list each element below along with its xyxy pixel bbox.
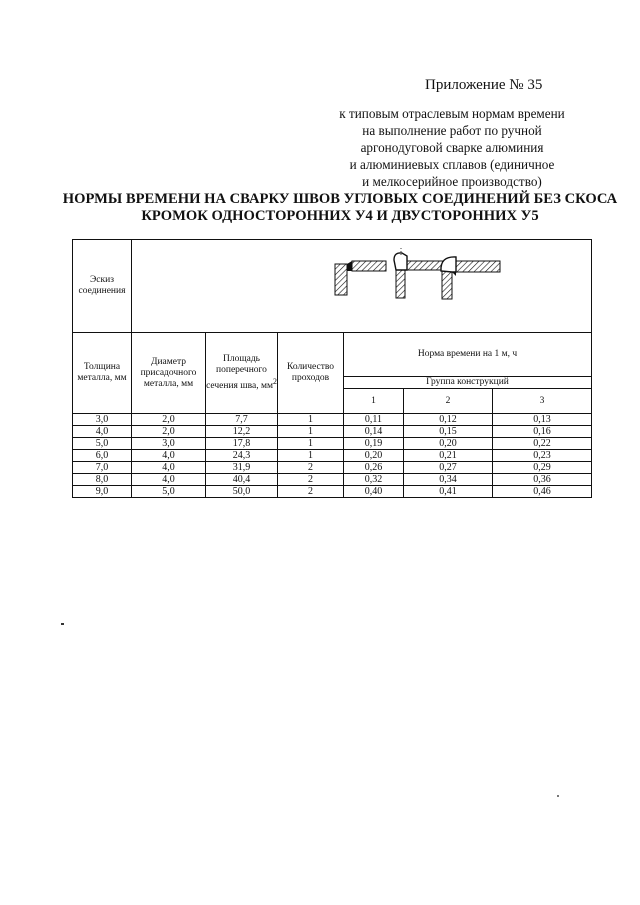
weld-joint-sketch-icon bbox=[132, 240, 591, 332]
table-row bbox=[73, 486, 592, 498]
table-cell: 5,0 bbox=[132, 486, 206, 498]
table-cell: 2 bbox=[278, 462, 344, 474]
table-row bbox=[73, 474, 592, 486]
table-cell: 2,0 bbox=[132, 426, 206, 438]
joint-sketch bbox=[132, 240, 592, 333]
table-cell: 4,0 bbox=[132, 462, 206, 474]
table-cell: 5,0 bbox=[73, 438, 132, 450]
area-header-superscript: 2 bbox=[272, 376, 277, 386]
table-cell: 1 bbox=[278, 450, 344, 462]
table-cell: 0,13 bbox=[493, 414, 592, 426]
table-cell: 0,12 bbox=[404, 414, 493, 426]
table-cell: 2 bbox=[278, 486, 344, 498]
table-row bbox=[73, 450, 592, 462]
area-header-text: Площадь поперечного сечения шва, мм bbox=[206, 353, 273, 392]
table-cell: 0,36 bbox=[493, 474, 592, 486]
table-cell: 0,20 bbox=[404, 438, 493, 450]
sketch-label: Эскиз соединения bbox=[73, 240, 132, 333]
appendix-reference-line: к типовым отраслевым нормам времени bbox=[339, 106, 565, 121]
table-cell: 0,26 bbox=[344, 462, 404, 474]
table-body bbox=[73, 414, 592, 498]
table-cell: 0,19 bbox=[344, 438, 404, 450]
table-cell: 0,11 bbox=[344, 414, 404, 426]
appendix-reference bbox=[302, 105, 602, 190]
table-cell: 0,41 bbox=[404, 486, 493, 498]
table-row bbox=[73, 462, 592, 474]
group-3-header: 3 bbox=[493, 389, 592, 414]
table-cell: 4,0 bbox=[73, 426, 132, 438]
appendix-reference-line: на выполнение работ по ручной bbox=[362, 123, 542, 138]
table-cell: 4,0 bbox=[132, 450, 206, 462]
scan-mark bbox=[61, 623, 64, 625]
table-cell: 4,0 bbox=[132, 474, 206, 486]
table-cell: 0,27 bbox=[404, 462, 493, 474]
table-cell: 9,0 bbox=[73, 486, 132, 498]
table-cell: 0,20 bbox=[344, 450, 404, 462]
table-cell: 1 bbox=[278, 414, 344, 426]
table-cell: 1 bbox=[278, 438, 344, 450]
table-row bbox=[73, 438, 592, 450]
table-cell: 6,0 bbox=[73, 450, 132, 462]
table-cell: 31,9 bbox=[206, 462, 278, 474]
table-row bbox=[73, 426, 592, 438]
table-cell: 40,4 bbox=[206, 474, 278, 486]
table-cell: 17,8 bbox=[206, 438, 278, 450]
table-cell: 7,0 bbox=[73, 462, 132, 474]
appendix-reference-line: и алюминиевых сплавов (единичное bbox=[349, 157, 555, 172]
time-norms-table bbox=[72, 239, 592, 498]
table-cell: 7,7 bbox=[206, 414, 278, 426]
table-cell: 0,40 bbox=[344, 486, 404, 498]
table-cell: 12,2 bbox=[206, 426, 278, 438]
scan-mark bbox=[557, 795, 559, 797]
thickness-header: Толщина металла, мм bbox=[73, 333, 132, 414]
passes-header: Количество проходов bbox=[278, 333, 344, 414]
table-cell: 0,16 bbox=[493, 426, 592, 438]
table-row bbox=[73, 414, 592, 426]
table-cell: 3,0 bbox=[132, 438, 206, 450]
document-title-line-1: НОРМЫ ВРЕМЕНИ НА СВАРКУ ШВОВ УГЛОВЫХ СОЕДИНЕНИЙ БЕЗ СКОСА bbox=[62, 191, 618, 207]
table-cell: 8,0 bbox=[73, 474, 132, 486]
table-cell: 0,46 bbox=[493, 486, 592, 498]
diameter-header: Диаметр присадочного металла, мм bbox=[132, 333, 206, 414]
group-header: Группа конструкций bbox=[344, 377, 592, 389]
appendix-reference-line: и мелкосерийное производство) bbox=[362, 174, 542, 189]
norm-header: Норма времени на 1 м, ч bbox=[344, 333, 592, 377]
table-cell: 2 bbox=[278, 474, 344, 486]
table-cell: 2,0 bbox=[132, 414, 206, 426]
group-1-header: 1 bbox=[344, 389, 404, 414]
table-cell: 0,21 bbox=[404, 450, 493, 462]
area-header bbox=[206, 333, 278, 414]
group-2-header: 2 bbox=[404, 389, 493, 414]
table-cell: 1 bbox=[278, 426, 344, 438]
table-cell: 24,3 bbox=[206, 450, 278, 462]
table-cell: 0,32 bbox=[344, 474, 404, 486]
table-cell: 50,0 bbox=[206, 486, 278, 498]
document-title-line-2: КРОМОК ОДНОСТОРОННИХ У4 И ДВУСТОРОННИХ У5 bbox=[141, 208, 539, 224]
table-cell: 0,14 bbox=[344, 426, 404, 438]
document-title bbox=[60, 191, 620, 225]
table-cell: 0,23 bbox=[493, 450, 592, 462]
appendix-number: Приложение № 35 bbox=[425, 77, 543, 93]
table-cell: 0,22 bbox=[493, 438, 592, 450]
table-cell: 0,34 bbox=[404, 474, 493, 486]
table-cell: 3,0 bbox=[73, 414, 132, 426]
appendix-reference-line: аргонодуговой сварке алюминия bbox=[360, 140, 544, 155]
table-cell: 0,29 bbox=[493, 462, 592, 474]
table-cell: 0,15 bbox=[404, 426, 493, 438]
